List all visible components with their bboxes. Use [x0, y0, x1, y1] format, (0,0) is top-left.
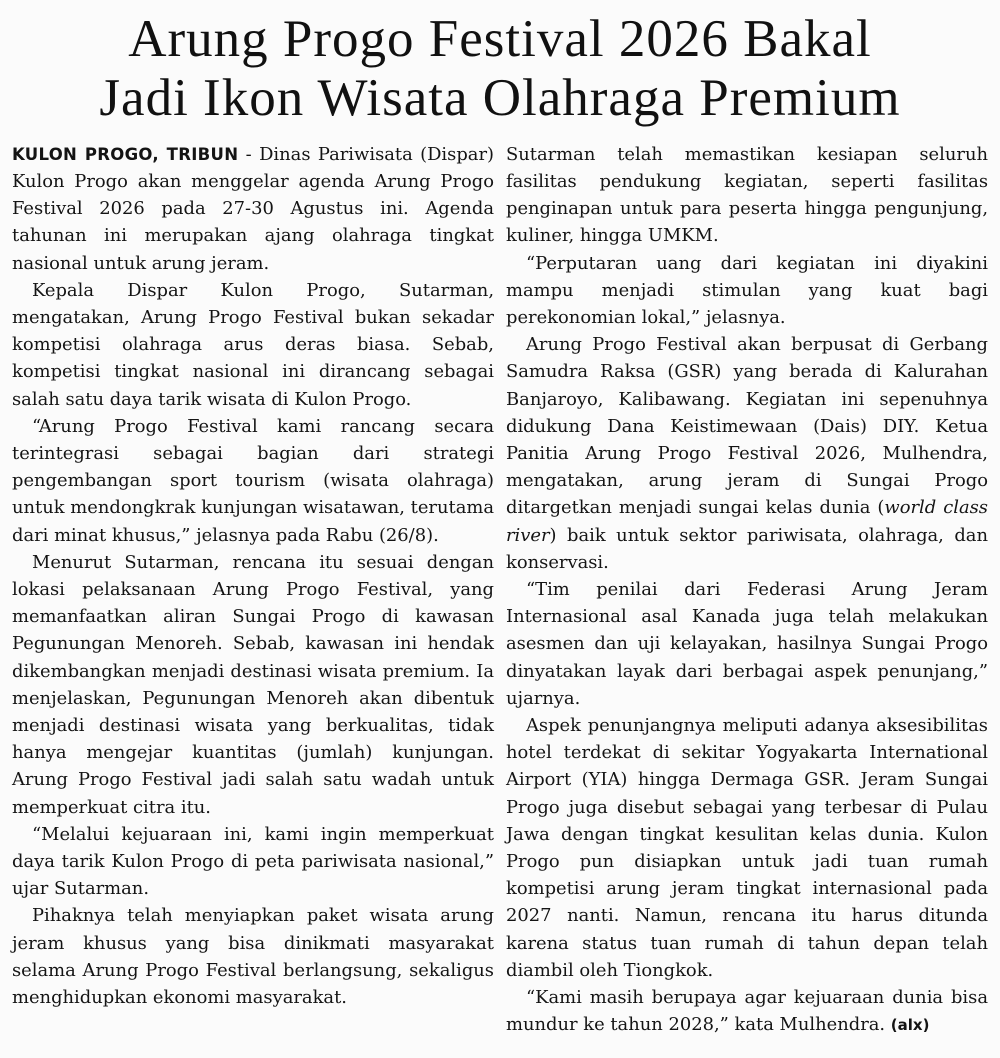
paragraph: [506, 331, 988, 576]
paragraph: [506, 984, 988, 1039]
paragraph-text: “Kami masih berupaya agar kejuaraan dunia bisa mundur ke tahun 2028,” kata Mulhendra.: [506, 987, 988, 1036]
paragraph: Pihaknya telah menyiapkan paket wisata arung jeram khusus yang bisa dinikmati masyarakat selama Arung Progo Festival berlangsung, sekaligus menghidupkan ekonomi masyarakat.: [12, 905, 494, 1009]
paragraph: [12, 141, 494, 277]
headline: [12, 10, 988, 129]
paragraph: “Arung Progo Festival kami rancang secara terintegrasi sebagai bagian dari strategi pengembangan sport tourism (wisata olahraga) untuk mendongkrak kunjungan wisatawan, terutama dari minat khusus,” jelasnya pada Rabu (26/8).: [12, 415, 494, 546]
headline-line-2: Jadi Ikon Wisata Olahraga Premium: [99, 69, 901, 128]
paragraph: “Perputaran uang dari kegiatan ini diyakini mampu menjadi stimulan yang kuat bagi perekonomian lokal,” jelasnya.: [506, 252, 988, 328]
paragraph: Menurut Sutarman, rencana itu sesuai dengan lokasi pelaksanaan Arung Progo Festival, yang memanfaatkan aliran Sungai Progo di kawasan Pegunungan Menoreh. Sebab, kawasan ini hendak dikembangkan menjadi destinasi wisata premium. Ia menjelaskan, Pegunungan Menoreh akan dibentuk menjadi destinasi wisata yang berkualitas, tidak hanya mengejar kuantitas (jumlah) kunjungan. Arung Progo Festival jadi salah satu wadah untuk memperkuat citra itu.: [12, 551, 494, 818]
paragraph: Aspek penunjangnya meliputi adanya aksesibilitas hotel terdekat di sekitar Yogyakarta International Airport (YIA) hingga Dermaga GSR. Jeram Sungai Progo juga disebut sebagai yang terbesar di Pulau Jawa dengan tingkat kesulitan kelas dunia. Kulon Progo pun disiapkan untuk jadi tuan rumah kompetisi arung jeram tingkat internasional pada 2027 nanti. Namun, rencana itu harus ditunda karena status tuan rumah di tahun depan telah diambil oleh Tiongkok.: [506, 714, 988, 981]
byline: (alx): [890, 1016, 930, 1035]
headline-line-1: Arung Progo Festival 2026 Bakal: [128, 10, 872, 68]
paragraph: Kepala Dispar Kulon Progo, Sutarman, mengatakan, Arung Progo Festival bukan sekadar kompetisi olahraga arus deras biasa. Sebab, kompetisi tingkat nasional ini dirancang sebagai salah satu daya tarik wisata di Kulon Progo.: [12, 279, 494, 410]
right-column: [506, 141, 988, 1040]
paragraph: “Melalui kejuaraan ini, kami ingin memperkuat daya tarik Kulon Progo di peta pariwisata nasional,” ujar Sutarman.: [12, 823, 494, 900]
paragraph: “Tim penilai dari Federasi Arung Jeram Internasional asal Kanada juga telah melakukan asesmen dan uji kelayakan, hasilnya Sungai Progo dinyatakan layak dari berbagai aspek penunjang,” ujarnya.: [506, 578, 988, 709]
paragraph-text: - Dinas Pariwisata (Dispar) Kulon Progo akan menggelar agenda Arung Progo Festival 2026 pada 27-30 Agustus ini. Agenda tahunan ini merupakan ajang olahraga tingkat nasional untuk arung jeram.: [12, 143, 494, 274]
left-column: [12, 141, 494, 1040]
paragraph-text: Arung Progo Festival akan berpusat di Gerbang Samudra Raksa (GSR) yang berada di Kalurahan Banjaroyo, Kalibawang. Kegiatan ini sepenuhnya didukung Dana Keistimewaan (Dais) DIY. Ketua Panitia Arung Progo Festival 2026, Mulhendra, mengatakan, arung jeram di Sungai Progo ditargetkan menjadi sungai kelas dunia (: [506, 334, 988, 519]
paragraph-text: ) baik untuk sektor pariwisata, olahraga, dan konservasi.: [506, 524, 988, 573]
italic-phrase: world class river: [506, 497, 988, 546]
dateline: KULON PROGO, TRIBUN: [12, 144, 239, 164]
paragraph: Sutarman telah memastikan kesiapan seluruh fasilitas pendukung kegiatan, seperti fasilitas penginapan untuk para peserta hingga pengunjung, kuliner, hingga UMKM.: [506, 143, 988, 247]
article-body: [12, 141, 988, 1040]
